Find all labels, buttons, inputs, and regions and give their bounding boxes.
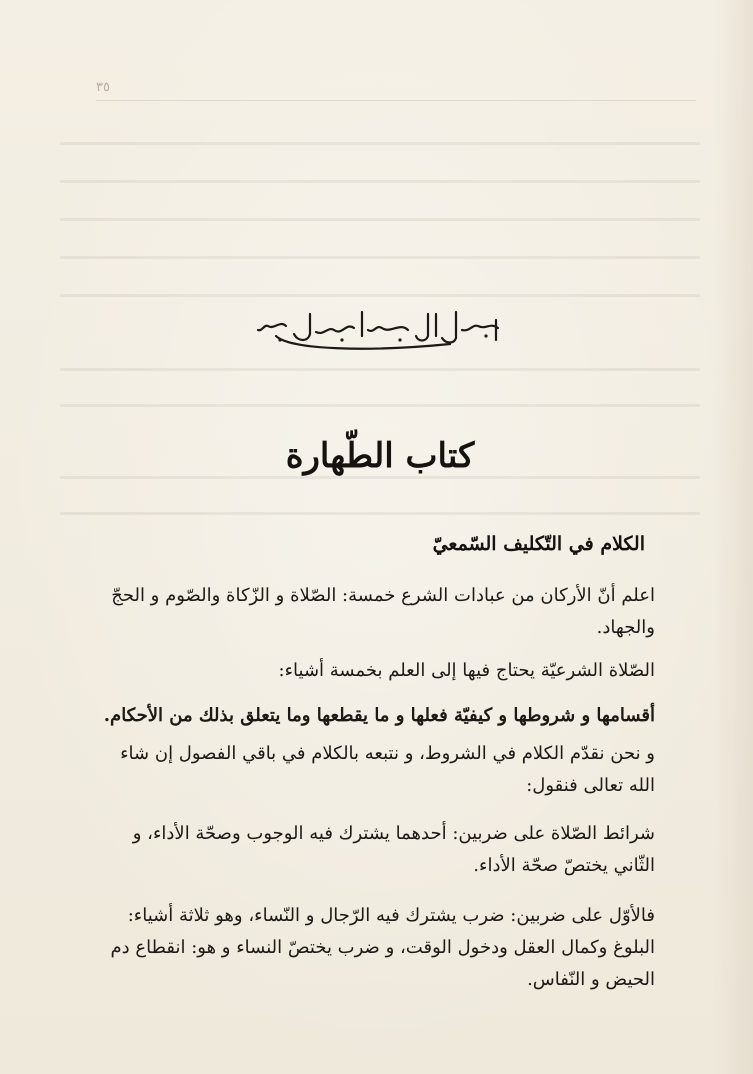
page-edge-shading	[713, 0, 753, 1074]
bleed-through-line	[60, 294, 700, 297]
page-number: ٣٥	[96, 80, 110, 95]
bleed-through-line	[60, 512, 700, 515]
paragraph: الصّلاة الشرعيّة يحتاج فيها إلى العلم بخمسة أشياء:	[278, 660, 655, 681]
paragraph: اعلم أنّ الأركان من عبادات الشرع خمسة: الصّلاة و الزّكاة والصّوم و الحجّ والجهاد.	[111, 585, 655, 638]
section-heading: الكلام في التّكليف السّمعيّ	[432, 533, 645, 555]
bleed-through-line	[60, 404, 700, 407]
bleed-through-line	[60, 218, 700, 221]
bleed-through-line	[60, 368, 700, 371]
bleed-through-line	[60, 256, 700, 259]
paragraph: فالأوّل على ضربين: ضرب يشترك فيه الرّجال و النّساء، وهو ثلاثة أشياء: البلوغ وكمال العقل ودخول الوقت، و ضرب يختصّ النساء و هو: انقطاع دم الحيض و النّفاس.	[110, 905, 655, 990]
paragraph: و نحن نقدّم الكلام في الشروط، و نتبعه بالكلام في باقي الفصول إن شاء الله تعالى فنقول:	[120, 743, 655, 796]
paragraph-bold: أقسامها و شروطها و كيفيّة فعلها و ما يقطعها وما يتعلق بذلك من الأحكام.	[103, 705, 655, 726]
header-rule	[96, 100, 696, 101]
paragraph: شرائط الصّلاة على ضربين: أحدهما يشترك فيه الوجوب وصحّة الأداء، و الثّاني يختصّ صحّة الأداء.	[132, 823, 655, 876]
bleed-through-line	[60, 180, 700, 183]
book-title: كتاب الطّهارة	[285, 436, 475, 476]
bleed-through-line	[60, 476, 700, 479]
bleed-through-line	[60, 142, 700, 145]
